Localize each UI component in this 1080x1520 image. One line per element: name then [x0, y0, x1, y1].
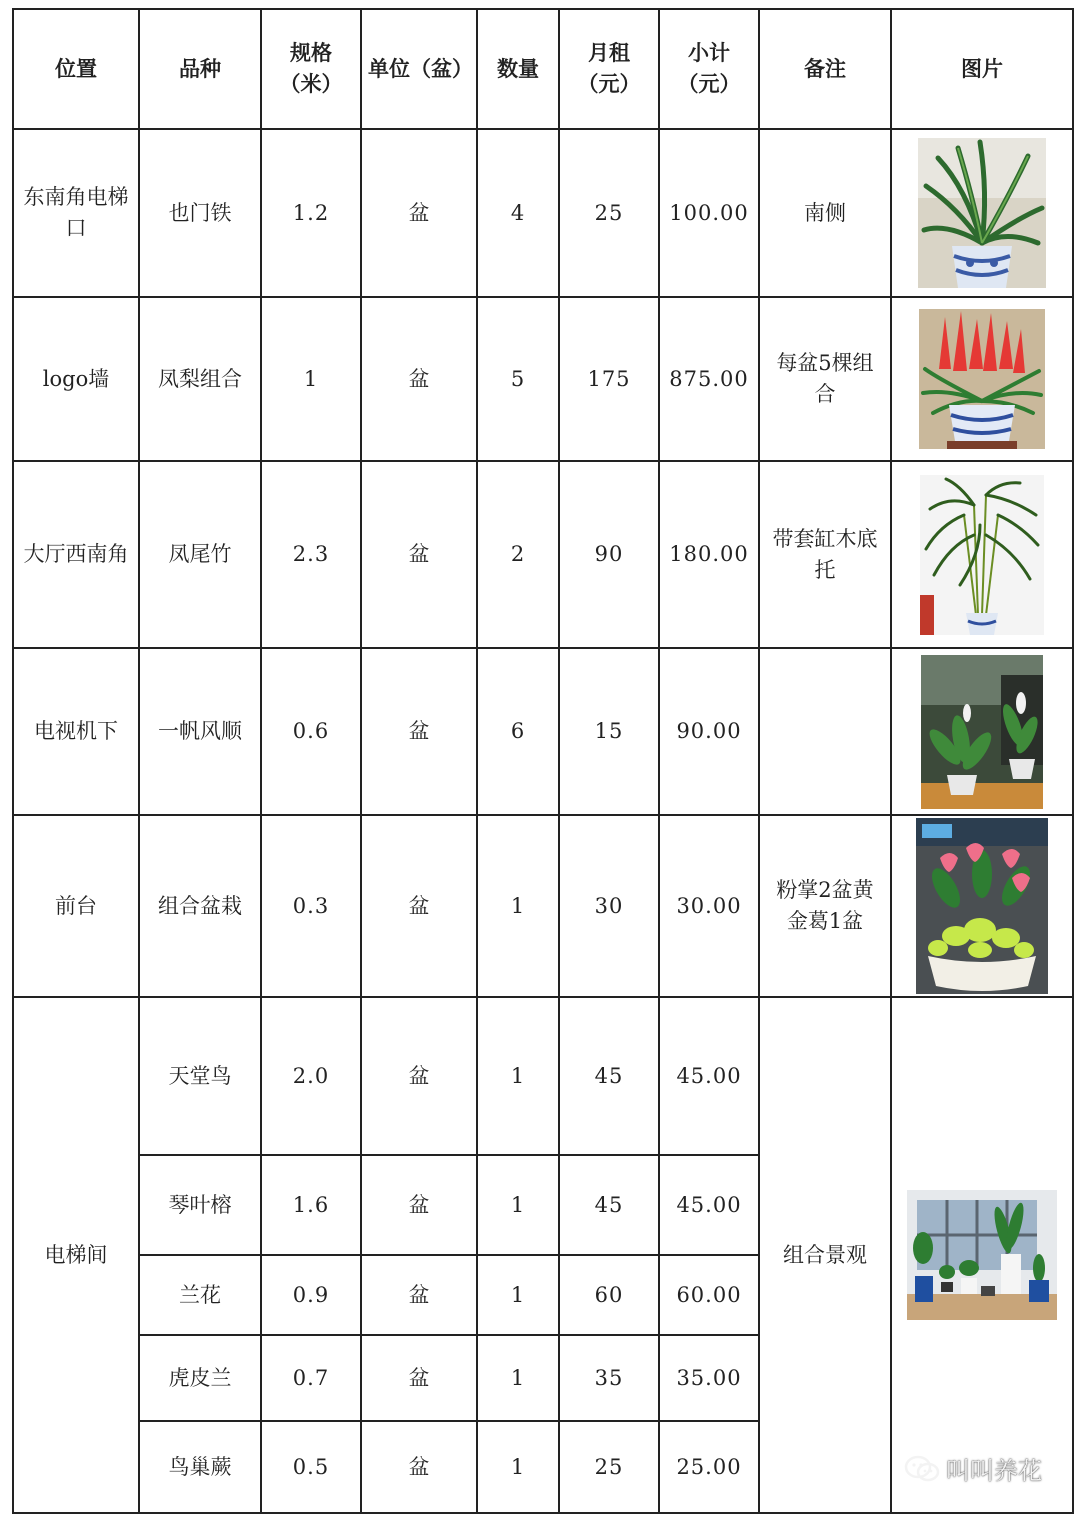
cell-image	[891, 297, 1073, 461]
header-variety: 品种	[139, 9, 261, 129]
cell-spec: 1.6	[261, 1155, 361, 1255]
cell-qty: 1	[477, 997, 559, 1155]
cell-variety: 鸟巢蕨	[139, 1421, 261, 1513]
cell-rent: 25	[559, 1421, 659, 1513]
table-row	[13, 648, 1073, 815]
cell-location: 电视机下	[13, 648, 139, 815]
cell-variety: 一帆风顺	[139, 648, 261, 815]
bromeliad-photo	[919, 309, 1045, 449]
cell-spec: 2.3	[261, 461, 361, 648]
cell-note: 带套缸木底托	[759, 461, 891, 648]
cell-image	[891, 997, 1073, 1513]
cell-subtotal: 100.00	[659, 129, 759, 297]
wechat-icon	[904, 1455, 940, 1483]
table-row	[13, 815, 1073, 997]
cell-unit: 盆	[361, 1335, 477, 1421]
cell-variety: 凤尾竹	[139, 461, 261, 648]
cell-note: 组合景观	[759, 997, 891, 1513]
cell-unit: 盆	[361, 297, 477, 461]
header-image: 图片	[891, 9, 1073, 129]
watermark	[904, 1451, 1042, 1486]
cell-qty: 2	[477, 461, 559, 648]
cell-spec: 0.5	[261, 1421, 361, 1513]
cell-spec: 0.3	[261, 815, 361, 997]
cell-rent: 15	[559, 648, 659, 815]
table-row	[13, 461, 1073, 648]
cell-qty: 5	[477, 297, 559, 461]
cell-variety: 琴叶榕	[139, 1155, 261, 1255]
cell-spec: 2.0	[261, 997, 361, 1155]
cell-subtotal: 180.00	[659, 461, 759, 648]
header-rent: 月租（元）	[559, 9, 659, 129]
cell-location: 大厅西南角	[13, 461, 139, 648]
cell-note: 粉掌2盆黄金葛1盆	[759, 815, 891, 997]
cell-spec: 1.2	[261, 129, 361, 297]
cell-location: 东南角电梯口	[13, 129, 139, 297]
cell-location: 电梯间	[13, 997, 139, 1513]
cell-qty: 6	[477, 648, 559, 815]
cell-unit: 盆	[361, 1255, 477, 1335]
cell-rent: 35	[559, 1335, 659, 1421]
cell-rent: 45	[559, 1155, 659, 1255]
cell-unit: 盆	[361, 1421, 477, 1513]
cell-rent: 60	[559, 1255, 659, 1335]
cell-rent: 25	[559, 129, 659, 297]
cell-note: 南侧	[759, 129, 891, 297]
cell-subtotal: 875.00	[659, 297, 759, 461]
anthurium-pothos-photo	[916, 818, 1048, 994]
plant-rental-table	[12, 8, 1074, 1514]
elevator-landscape-photo	[907, 1190, 1057, 1320]
header-spec: 规格（米）	[261, 9, 361, 129]
cell-note: 每盆5棵组合	[759, 297, 891, 461]
cell-spec: 1	[261, 297, 361, 461]
cell-variety: 也门铁	[139, 129, 261, 297]
cell-image	[891, 648, 1073, 815]
cell-variety: 天堂鸟	[139, 997, 261, 1155]
cell-subtotal: 35.00	[659, 1335, 759, 1421]
cell-spec: 0.6	[261, 648, 361, 815]
cell-image	[891, 129, 1073, 297]
cell-qty: 1	[477, 1421, 559, 1513]
table-row	[13, 129, 1073, 297]
header-qty: 数量	[477, 9, 559, 129]
cell-rent: 90	[559, 461, 659, 648]
table-row	[13, 297, 1073, 461]
cell-subtotal: 45.00	[659, 997, 759, 1155]
header-unit: 单位（盆）	[361, 9, 477, 129]
watermark-text: 叫叫养花	[946, 1457, 1042, 1485]
dracaena-photo	[918, 138, 1046, 288]
cell-variety: 兰花	[139, 1255, 261, 1335]
cell-unit: 盆	[361, 461, 477, 648]
cell-subtotal: 90.00	[659, 648, 759, 815]
cell-qty: 4	[477, 129, 559, 297]
cell-subtotal: 45.00	[659, 1155, 759, 1255]
table-row	[13, 997, 1073, 1155]
cell-spec: 0.9	[261, 1255, 361, 1335]
cell-unit: 盆	[361, 1155, 477, 1255]
cell-qty: 1	[477, 1335, 559, 1421]
cell-subtotal: 30.00	[659, 815, 759, 997]
cell-location: 前台	[13, 815, 139, 997]
cell-unit: 盆	[361, 648, 477, 815]
cell-spec: 0.7	[261, 1335, 361, 1421]
cell-variety: 组合盆栽	[139, 815, 261, 997]
cell-unit: 盆	[361, 815, 477, 997]
header-row	[13, 9, 1073, 129]
bamboo-palm-photo	[920, 475, 1044, 635]
cell-rent: 30	[559, 815, 659, 997]
cell-image	[891, 461, 1073, 648]
cell-variety: 虎皮兰	[139, 1335, 261, 1421]
cell-qty: 1	[477, 1255, 559, 1335]
header-subtotal: 小计（元）	[659, 9, 759, 129]
cell-location: logo墙	[13, 297, 139, 461]
peace-lily-photo	[921, 655, 1043, 809]
cell-subtotal: 25.00	[659, 1421, 759, 1513]
cell-unit: 盆	[361, 997, 477, 1155]
cell-unit: 盆	[361, 129, 477, 297]
cell-qty: 1	[477, 1155, 559, 1255]
cell-rent: 45	[559, 997, 659, 1155]
header-location: 位置	[13, 9, 139, 129]
cell-qty: 1	[477, 815, 559, 997]
cell-subtotal: 60.00	[659, 1255, 759, 1335]
cell-rent: 175	[559, 297, 659, 461]
cell-image	[891, 815, 1073, 997]
cell-variety: 凤梨组合	[139, 297, 261, 461]
cell-note	[759, 648, 891, 815]
header-note: 备注	[759, 9, 891, 129]
